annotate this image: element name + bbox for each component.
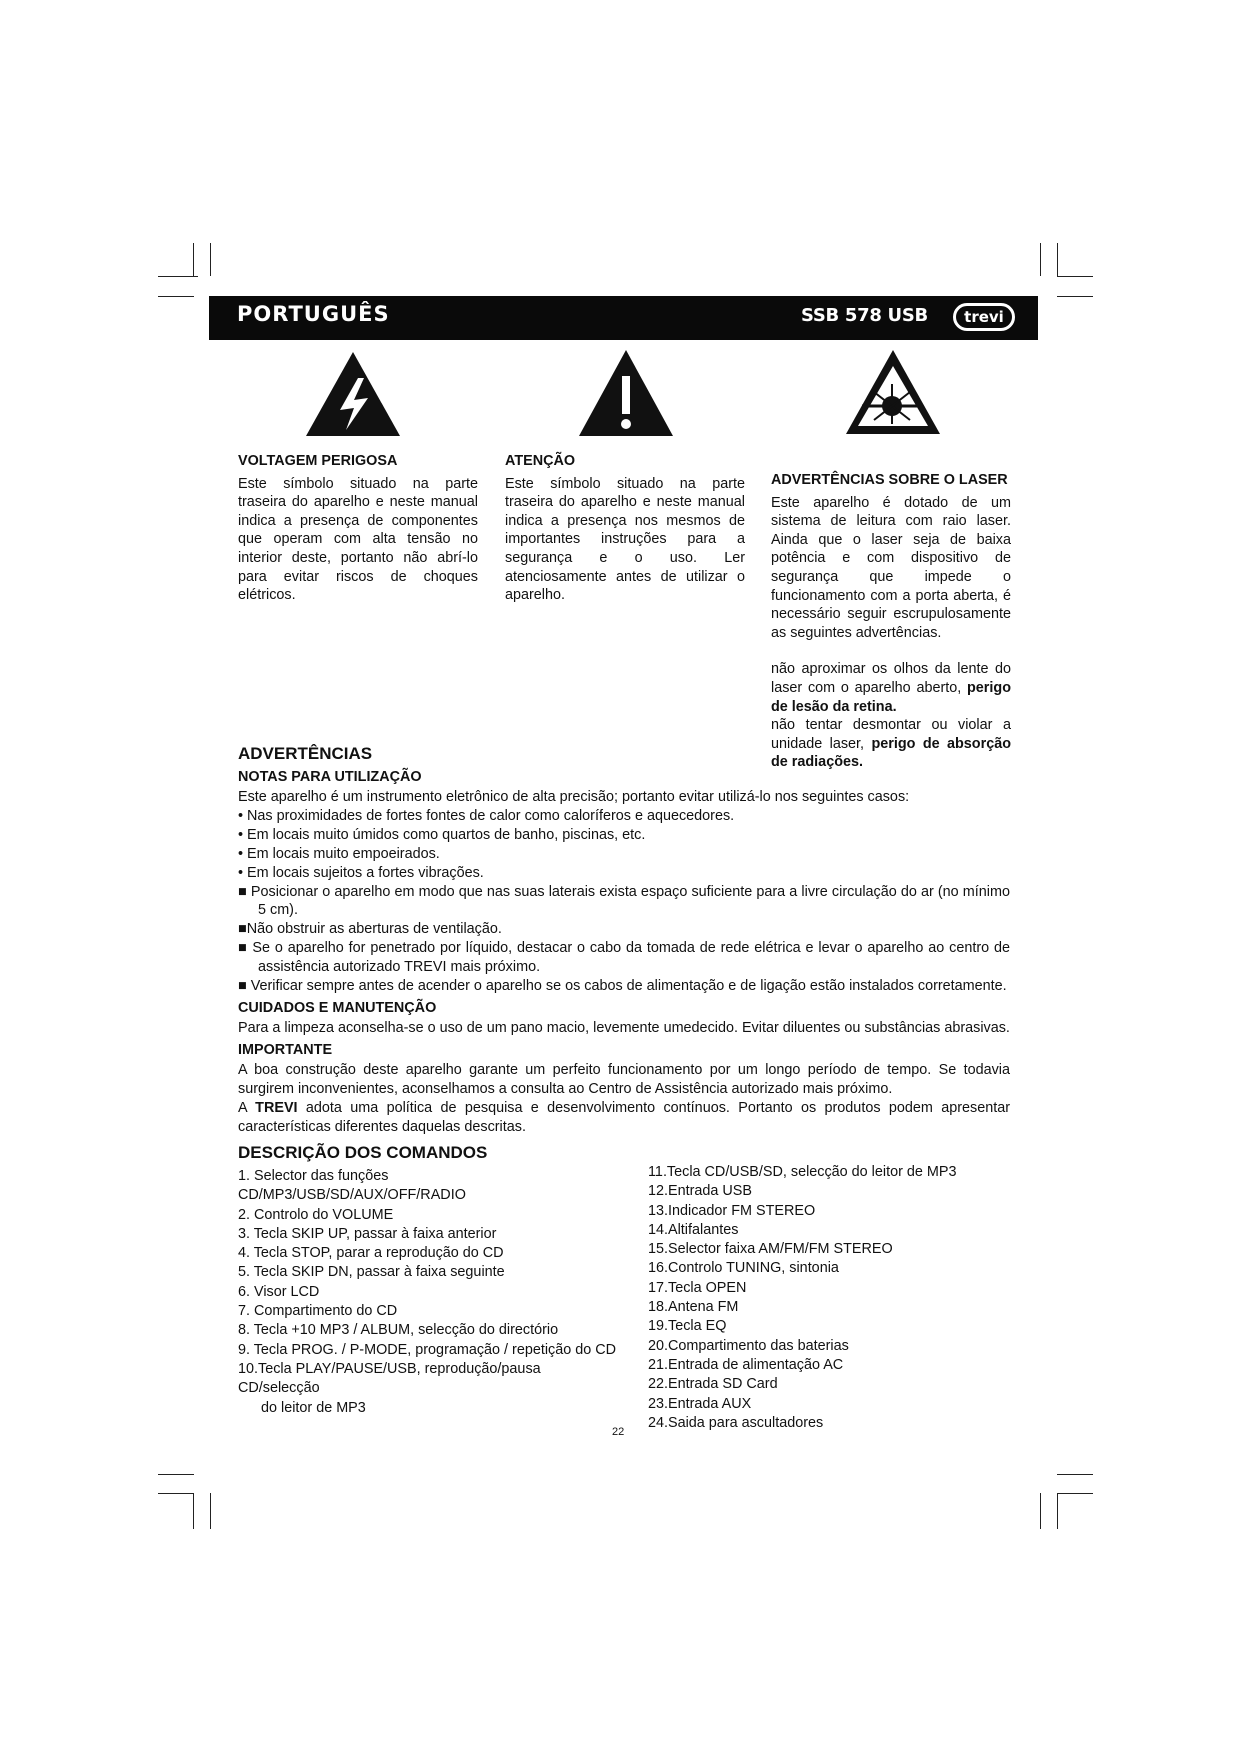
care-title: CUIDADOS E MANUTENÇÃO xyxy=(238,999,437,1016)
crop-mark xyxy=(158,1474,194,1475)
important-title: IMPORTANTE xyxy=(238,1041,333,1058)
laser-warning xyxy=(771,471,1011,772)
control-item: 20.Compartimento das baterias xyxy=(648,1337,849,1354)
control-item: 18.Antena FM xyxy=(648,1299,739,1316)
attention-warning xyxy=(505,452,745,605)
control-item: 7. Compartimento do CD xyxy=(238,1303,398,1320)
control-item: 22.Entrada SD Card xyxy=(648,1376,778,1393)
controls-list-left xyxy=(238,1167,618,1418)
laser-icon xyxy=(844,348,942,436)
control-item: 17.Tecla OPEN xyxy=(648,1279,747,1296)
controls-title: DESCRIÇÃO DOS COMANDOS xyxy=(238,1143,488,1162)
control-item: 19.Tecla EQ xyxy=(648,1318,727,1335)
important-text-1: A boa construção deste aparelho garante um perfeito funcionamento por um longo período de tempo. Se todavia surgirem inconvenientes, aconselhamos a consulta ao Centro de Assistência autorizado mais próximo. xyxy=(238,1061,1010,1097)
laser-title: ADVERTÊNCIAS SOBRE O LASER xyxy=(771,472,1008,488)
crop-mark xyxy=(1057,1493,1093,1494)
important-text-2-post: adota uma política de pesquisa e desenvolvimento contínuos. Portanto os produtos podem apresentar características diferentes daquelas descritas. xyxy=(238,1099,1010,1135)
crop-mark xyxy=(193,1493,194,1529)
control-item: 14.Altifalantes xyxy=(648,1221,739,1238)
control-item: 3. Tecla SKIP UP, passar à faixa anterior xyxy=(238,1225,497,1242)
header-language: PORTUGUÊS xyxy=(237,302,390,326)
controls-list-right-container xyxy=(648,1163,1008,1433)
notes-intro: Este aparelho é um instrumento eletrônico de alta precisão; portanto evitar utilizá-lo nos seguintes casos: xyxy=(238,789,910,805)
voltage-warning xyxy=(238,452,478,605)
voltage-text: Este símbolo situado na parte traseira do aparelho e neste manual indica a presença de componentes que operam com alta tensão no interior deste, portanto não abrí-lo para evitar riscos de choques elétricos. xyxy=(238,475,478,604)
bullet-item: • Em locais muito úmidos como quartos de banho, piscinas, etc. xyxy=(238,826,646,843)
laser-text: Este aparelho é dotado de um sistema de leitura com raio laser. Ainda que o laser seja de baixa potência e com dispositivo de segurança que impede o funcionamento com a porta aberta, é necessário seguir escrupulosamente as seguintes advertências. xyxy=(771,494,1011,641)
control-item: 4. Tecla STOP, parar a reprodução do CD xyxy=(238,1245,504,1262)
control-item: 6. Visor LCD xyxy=(238,1283,320,1300)
crop-mark xyxy=(1057,1493,1058,1529)
control-item: 21.Entrada de alimentação AC xyxy=(648,1356,844,1373)
crop-mark xyxy=(158,1493,194,1494)
warnings-section xyxy=(238,743,1010,1137)
square-item: ■Não obstruir as aberturas de ventilação. xyxy=(238,921,502,938)
control-item: 15.Selector faixa AM/FM/FM STEREO xyxy=(648,1241,893,1258)
control-item: 9. Tecla PROG. / P-MODE, programação / repetição do CD xyxy=(238,1341,617,1358)
important-text-2 xyxy=(238,1099,1010,1137)
notes-title: NOTAS PARA UTILIZAÇÃO xyxy=(238,769,422,785)
crop-mark xyxy=(1057,296,1093,297)
control-item: 1. Selector das funções CD/MP3/USB/SD/AUX/OFF/RADIO xyxy=(238,1168,466,1204)
crop-mark xyxy=(1040,243,1041,276)
square-item: ■ Verificar sempre antes de acender o aparelho se os cabos de alimentação e de ligação estão instalados corretamente. xyxy=(238,978,1007,995)
control-item: 16.Controlo TUNING, sintonia xyxy=(648,1260,839,1277)
control-item-continued: do leitor de MP3 xyxy=(261,1399,366,1416)
laser-warning-1 xyxy=(771,660,1011,716)
crop-mark xyxy=(1040,1493,1041,1529)
control-item: 24.Saida para ascultadores xyxy=(648,1414,824,1431)
voltage-title: VOLTAGEM PERIGOSA xyxy=(238,453,398,469)
laser-warning-1-bold: perigo de lesão da retina. xyxy=(771,679,1011,715)
page-number: 22 xyxy=(612,1426,625,1438)
laser-warning-2-bold: perigo de absorção de radiações. xyxy=(771,735,1011,771)
laser-warning-2-text: não tentar desmontar ou violar a unidade laser, xyxy=(771,717,1011,752)
crop-mark xyxy=(1057,243,1058,276)
brand-logo: trevi xyxy=(953,303,1015,331)
attention-title: ATENÇÃO xyxy=(505,453,576,469)
control-item: 13.Indicador FM STEREO xyxy=(648,1202,816,1219)
control-item: 23.Entrada AUX xyxy=(648,1395,752,1412)
control-item: 12.Entrada USB xyxy=(648,1183,752,1200)
header-bar xyxy=(209,296,1038,340)
laser-warning-1-text: não aproximar os olhos da lente do laser com o aparelho aberto, xyxy=(771,661,1011,696)
important-text-2-pre: A xyxy=(238,1099,247,1116)
crop-mark xyxy=(1057,276,1093,277)
exclamation-icon xyxy=(577,348,675,438)
crop-mark xyxy=(210,243,211,276)
crop-mark xyxy=(158,296,194,297)
control-item: 10.Tecla PLAY/PAUSE/USB, reprodução/pausa CD/selecção xyxy=(238,1360,541,1397)
bullet-item: • Nas proximidades de fortes fontes de calor como caloríferos e aquecedores. xyxy=(238,807,735,824)
crop-mark xyxy=(210,1493,211,1529)
control-item: 8. Tecla +10 MP3 / ALBUM, selecção do directório xyxy=(238,1322,559,1339)
attention-text: Este símbolo situado na parte traseira do aparelho e neste manual indica a presença nos mesmos de importantes instruções para a segurança e o uso. Ler atenciosamente antes de utilizar o aparelho. xyxy=(505,475,745,604)
control-item: 5. Tecla SKIP DN, passar à faixa seguinte xyxy=(238,1264,505,1281)
important-text-2-brand: TREVI xyxy=(255,1099,298,1116)
control-item: 11.Tecla CD/USB/SD, selecção do leitor de MP3 xyxy=(648,1164,957,1180)
header-model: SSB 578 USB xyxy=(801,305,928,326)
warnings-title: ADVERTÊNCIAS xyxy=(238,744,373,763)
crop-mark xyxy=(158,276,198,277)
high-voltage-icon xyxy=(304,350,402,438)
crop-mark xyxy=(1057,1474,1093,1475)
crop-mark xyxy=(193,243,194,276)
controls-section xyxy=(238,1142,618,1418)
control-item: 2. Controlo do VOLUME xyxy=(238,1206,394,1223)
square-item: ■ Posicionar o aparelho em modo que nas suas laterais exista espaço suficiente para a livre circulação do ar (no mínimo 5 cm). xyxy=(238,883,1010,919)
square-item: ■ Se o aparelho for penetrado por líquido, destacar o cabo da tomada de rede elétrica e levar o aparelho ao centro de assistência autorizado TREVI mais próximo. xyxy=(238,940,1010,976)
controls-list-right xyxy=(648,1163,1008,1433)
bullet-item: • Em locais sujeitos a fortes vibrações. xyxy=(238,864,484,881)
care-text: Para a limpeza aconselha-se o uso de um pano macio, levemente umedecido. Evitar diluentes ou substâncias abrasivas. xyxy=(238,1019,1010,1036)
bullet-item: • Em locais muito empoeirados. xyxy=(238,845,440,862)
